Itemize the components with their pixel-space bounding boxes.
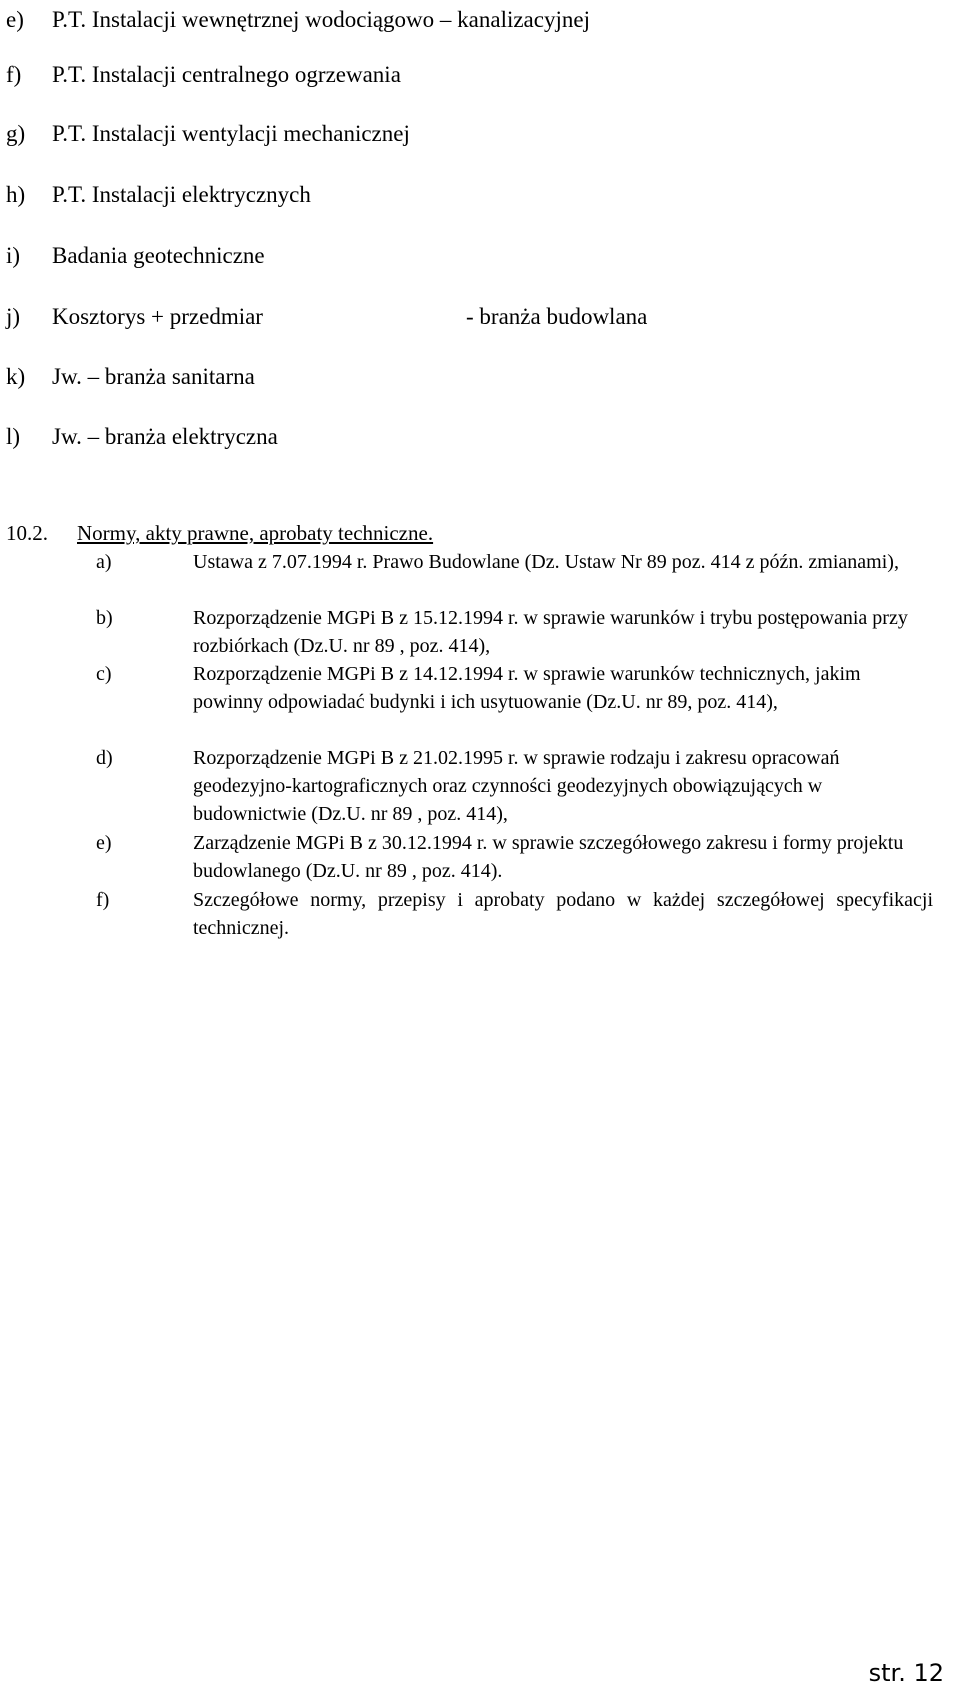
list-marker: i) <box>6 243 21 268</box>
list-marker: b) <box>96 607 113 629</box>
list-item-text: Jw. – branża elektryczna <box>52 424 278 449</box>
list-marker: f) <box>96 889 110 911</box>
list-marker: j) <box>6 304 21 329</box>
list-item-text: Jw. – branża sanitarna <box>52 364 255 389</box>
list-item-text: Badania geotechniczne <box>52 243 265 268</box>
list-item-text: P.T. Instalacji elektrycznych <box>52 182 311 207</box>
list-marker: a) <box>96 551 112 573</box>
list-marker: h) <box>6 182 26 207</box>
list-marker: g) <box>6 121 26 146</box>
section-title: Normy, akty prawne, aprobaty techniczne. <box>77 521 434 545</box>
list-item-text: P.T. Instalacji wewnętrznej wodociągowo – kanalizacyjnej <box>52 7 590 32</box>
list-item-text: P.T. Instalacji centralnego ogrzewania <box>52 62 401 87</box>
list-item-text: Kosztorys + przedmiar <box>52 304 263 329</box>
list-item-text: Ustawa z 7.07.1994 r. Prawo Budowlane (Dz. Ustaw Nr 89 poz. 414 z późn. zmianami), <box>193 551 899 573</box>
list-item-text: Rozporządzenie MGPi B z 21.02.1995 r. w sprawie rodzaju i zakresu opracowań geodezyjno-kartograficznych oraz czynności geodezyjnych obowiązujących w budownictwie (Dz.U. nr 89 , poz. 414), <box>193 747 840 825</box>
list-marker: d) <box>96 747 113 769</box>
list-item-text: Rozporządzenie MGPi B z 14.12.1994 r. w sprawie warunków technicznych, jakim powinny odpowiadać budynki i ich usytuowanie (Dz.U. nr 89, poz. 414), <box>193 663 861 713</box>
list-marker: e) <box>6 7 24 32</box>
list-marker: f) <box>6 62 22 87</box>
list-item-text: P.T. Instalacji wentylacji mechanicznej <box>52 121 410 146</box>
list-marker: l) <box>6 424 21 449</box>
list-marker: c) <box>96 663 112 685</box>
branch-label: - branża budowlana <box>466 304 648 329</box>
list-marker: k) <box>6 364 26 389</box>
list-marker: e) <box>96 832 112 854</box>
section-heading <box>0 518 960 548</box>
list-item-text: Zarządzenie MGPi B z 30.12.1994 r. w sprawie szczegółowego zakresu i formy projektu budowlanego (Dz.U. nr 89 , poz. 414). <box>193 832 904 882</box>
page-number: str. 12 <box>868 1659 944 1687</box>
list-item-text: Szczegółowe normy, przepisy i aprobaty podano w każdej szczegółowej specyfikacji technicznej. <box>193 889 933 939</box>
list-item-text: Rozporządzenie MGPi B z 15.12.1994 r. w sprawie warunków i trybu postępowania przy rozbiórkach (Dz.U. nr 89 , poz. 414), <box>193 607 908 657</box>
section-number: 10.2. <box>6 521 48 545</box>
